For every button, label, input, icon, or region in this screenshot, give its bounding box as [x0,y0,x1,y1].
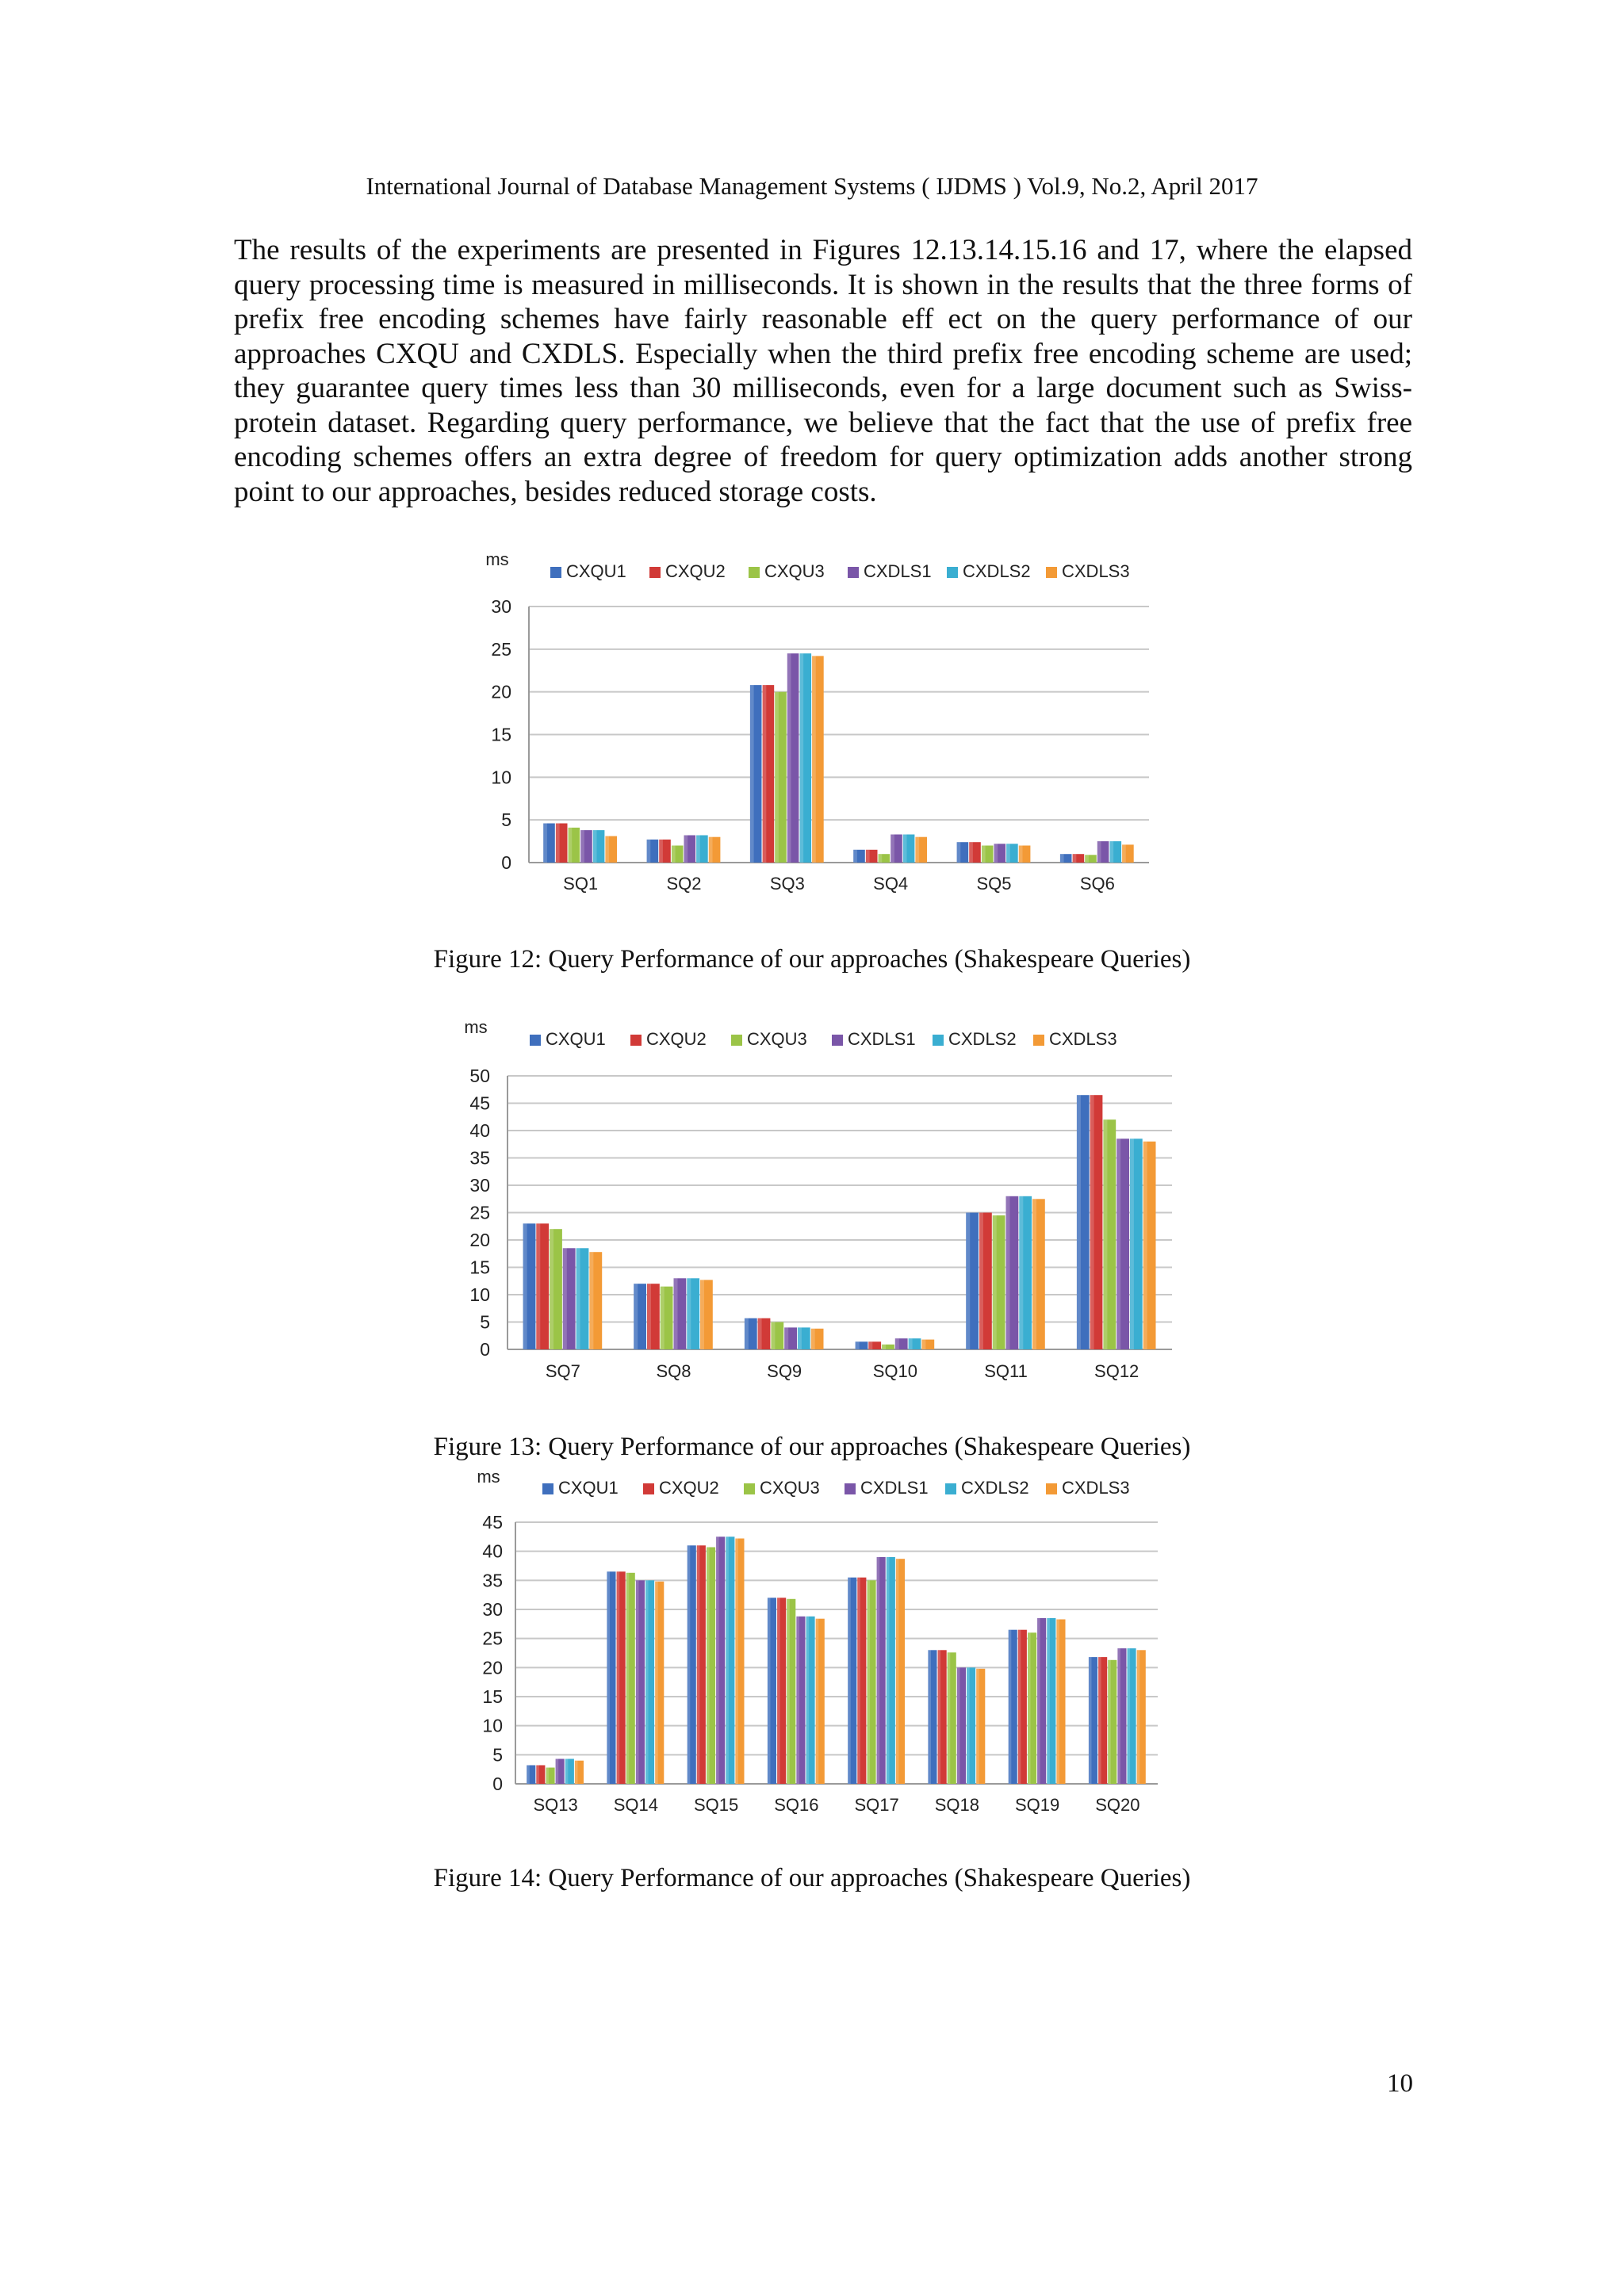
legend-label: CXDLS1 [860,1478,929,1498]
legend-label: CXQU2 [665,561,726,581]
y-tick-label: 30 [482,1599,503,1620]
bar-highlight [1117,1648,1120,1784]
bar-highlight [1085,855,1089,863]
bar-highlight [787,653,791,863]
bar-highlight [745,1318,749,1349]
x-tick-label: SQ17 [854,1795,899,1815]
legend-swatch [933,1035,944,1046]
bar-highlight [879,854,883,863]
bar-highlight [811,1329,815,1349]
bar-highlight [882,1345,886,1349]
bar-highlight [877,1557,880,1784]
bar-highlight [798,1327,802,1349]
bar-highlight [909,1338,913,1349]
figure-14-caption: Figure 14: Query Performance of our approaches (Shakespeare Queries) [433,1864,1191,1892]
bar-highlight [1018,1630,1021,1784]
y-tick-label: 40 [482,1540,503,1562]
legend-swatch [731,1035,742,1046]
y-tick-label: 15 [482,1686,503,1707]
legend-swatch [1046,1483,1057,1494]
x-tick-label: SQ6 [1079,874,1115,894]
bar-highlight [994,844,998,863]
legend-label: CXDLS3 [1062,561,1130,581]
legend-swatch [530,1035,541,1046]
journal-header: International Journal of Database Management Systems ( IJDMS ) Vol.9, No.2, April 2017 [366,172,1258,200]
bar-highlight [800,653,804,863]
x-tick-label: SQ2 [666,874,702,894]
bar-highlight [576,1248,580,1349]
y-tick-label: 0 [492,1774,503,1794]
bar-highlight [957,842,961,863]
x-tick-label: SQ1 [563,874,599,894]
legend-swatch [749,567,760,578]
legend-label: CXQU3 [764,561,825,581]
legend-label: CXDLS3 [1062,1478,1130,1498]
y-tick-label: 20 [482,1657,503,1678]
bar-highlight [645,1580,649,1784]
bar-highlight [527,1766,530,1785]
bar-highlight [806,1617,810,1784]
bar-highlight [697,1545,700,1784]
y-tick-label: 0 [480,1339,490,1360]
x-tick-label: SQ7 [545,1361,580,1381]
x-tick-label: SQ16 [774,1795,819,1815]
legend-swatch [845,1483,856,1494]
y-tick-label: 10 [469,1284,490,1305]
legend-label: CXDLS2 [963,561,1031,581]
bar-highlight [853,850,857,863]
legend-swatch [947,567,958,578]
bar-highlight [607,1571,610,1784]
bar-highlight [1037,1618,1040,1784]
bar-highlight [976,1669,979,1784]
legend-label: CXDLS3 [1049,1029,1117,1049]
bar-highlight [575,1761,578,1784]
legend-label: CXDLS2 [948,1029,1017,1049]
x-tick-label: SQ10 [872,1361,917,1381]
x-tick-label: SQ15 [693,1795,739,1815]
bar-highlight [967,1667,970,1784]
y-tick-label: 45 [482,1512,503,1533]
bar-highlight [768,1598,771,1784]
bar-highlight [775,692,779,863]
legend-swatch [630,1035,642,1046]
bar-highlight [1130,1138,1134,1349]
x-tick-label: SQ18 [934,1795,980,1815]
x-tick-label: SQ9 [767,1361,802,1381]
y-axis-title: ms [485,549,509,569]
bar-highlight [647,840,651,863]
bar-highlight [891,835,894,863]
bar-highlight [1108,1660,1111,1784]
bar-highlight [647,1284,651,1349]
y-tick-label: 0 [501,852,511,873]
bar-highlight [556,824,560,863]
bar-highlight [777,1598,780,1784]
y-tick-label: 45 [469,1093,490,1114]
bar-highlight [928,1650,931,1784]
y-tick-label: 35 [469,1147,490,1169]
bar-highlight [787,1599,790,1784]
bar-highlight [617,1571,620,1784]
bar-highlight [993,1215,997,1349]
bar-highlight [1019,1196,1023,1349]
bar-highlight [626,1573,630,1784]
bar-highlight [726,1536,729,1784]
y-tick-label: 5 [501,809,511,831]
bar-highlight [1098,1657,1101,1784]
bar-highlight [655,1582,658,1784]
y-tick-label: 5 [492,1744,503,1766]
bar-highlight [672,846,676,863]
bar-highlight [1006,1196,1010,1349]
body-paragraph: The results of the experiments are presented in Figures 12.13.14.15.16 and 17, where the elapsed query processing time is measured in milliseconds. It is shown in the results that the three forms of prefix free encoding schemes have fairly reasonable eff ect on the query performance of our approaches CXQU and CXDLS. Especially when the third prefix free encoding scheme are used; they guarantee query times less than 30 milliseconds, even for a large document such as Swiss-protein dataset. Regarding query performance, we believe that the fact that the use of prefix free encoding schemes offers an extra degree of freedom for query optimization adds another strong point to our approaches, besides reduced storage costs. [234,234,1412,508]
legend-swatch [542,1483,553,1494]
bar-highlight [700,1280,704,1349]
bar-highlight [887,1557,890,1784]
bar-highlight [784,1327,788,1349]
bar-highlight [948,1652,951,1784]
legend-label: CXDLS1 [864,561,932,581]
bar-highlight [1089,1657,1092,1784]
y-tick-label: 50 [469,1066,490,1086]
x-tick-label: SQ4 [873,874,909,894]
bar-highlight [1009,1630,1012,1784]
bar-highlight [1019,846,1023,863]
bar-highlight [636,1580,639,1784]
bar-highlight [979,1213,983,1350]
bar-highlight [659,840,663,863]
bar-highlight [758,1318,762,1349]
legend-label: CXQU3 [760,1478,820,1498]
bar-highlight [593,830,597,863]
figure-13-caption: Figure 13: Query Performance of our approaches (Shakespeare Queries) [433,1433,1191,1461]
legend-swatch [643,1483,654,1494]
bar-highlight [938,1650,941,1784]
y-tick-label: 10 [482,1715,503,1736]
bar-highlight [868,1341,872,1349]
bar-highlight [688,1545,691,1784]
bar-highlight [857,1578,860,1784]
y-tick-label: 30 [469,1175,490,1196]
x-tick-label: SQ5 [976,874,1012,894]
bar-highlight [661,1287,665,1349]
bar-highlight [707,1548,710,1785]
bar-highlight [1006,844,1010,863]
legend-swatch [550,567,561,578]
legend-swatch [649,567,661,578]
bar-highlight [856,1341,860,1349]
y-axis-title: ms [477,1467,500,1487]
bar-highlight [1143,1142,1147,1349]
bar-highlight [687,1278,691,1349]
x-tick-label: SQ3 [769,874,805,894]
y-tick-label: 15 [469,1257,490,1278]
bar-highlight [1077,1095,1081,1349]
bar-highlight [982,846,986,863]
bar-highlight [1137,1650,1140,1784]
legend-swatch [832,1035,843,1046]
x-tick-label: SQ14 [613,1795,659,1815]
page-number: 10 [1387,2069,1413,2098]
bar-highlight [674,1278,678,1349]
y-tick-label: 10 [491,767,511,788]
bar-highlight [921,1340,925,1349]
x-tick-label: SQ11 [984,1361,1028,1381]
legend-label: CXQU2 [646,1029,707,1049]
bar-highlight [750,685,754,863]
legend-swatch [848,567,859,578]
legend-label: CXDLS2 [961,1478,1029,1498]
bar-highlight [1103,1119,1107,1349]
legend-label: CXQU3 [747,1029,807,1049]
y-tick-label: 15 [491,724,511,745]
y-tick-label: 20 [469,1230,490,1250]
bar-highlight [903,835,907,863]
legend-label: CXQU1 [546,1029,606,1049]
y-tick-label: 30 [491,596,511,617]
figure-12-caption: Figure 12: Query Performance of our approaches (Shakespeare Queries) [433,945,1191,974]
legend-label: CXQU2 [659,1478,719,1498]
bar-highlight [523,1223,527,1349]
y-tick-label: 20 [491,681,511,702]
bar-highlight [716,1536,719,1784]
bar-highlight [1116,1138,1120,1349]
bar-highlight [536,1223,540,1349]
bar-highlight [580,830,584,863]
x-tick-label: SQ19 [1014,1795,1060,1815]
bar-highlight [868,1580,871,1784]
bar-highlight [848,1578,851,1784]
bar-highlight [556,1759,559,1785]
bar-highlight [696,836,700,863]
bar-highlight [684,836,688,863]
x-tick-label: SQ8 [656,1361,691,1381]
bar-highlight [816,1619,819,1784]
y-tick-label: 40 [469,1120,490,1141]
bar-highlight [915,837,919,863]
bar-highlight [763,685,767,863]
bar-highlight [1110,841,1114,863]
bar-highlight [589,1252,593,1349]
bar-highlight [1032,1199,1036,1349]
legend-swatch [744,1483,755,1494]
y-tick-label: 25 [469,1202,490,1223]
bar-highlight [546,1768,550,1785]
legend-swatch [945,1483,956,1494]
bar-highlight [565,1759,569,1785]
bar-highlight [966,1213,970,1350]
bar-highlight [896,1559,899,1784]
bar-highlight [1047,1618,1050,1784]
bar-highlight [569,828,573,863]
y-axis-title: ms [464,1017,488,1037]
bar-highlight [536,1766,539,1785]
bar-highlight [969,842,973,863]
legend-label: CXDLS1 [848,1029,916,1049]
y-tick-label: 5 [480,1311,490,1333]
bar-highlight [1122,844,1126,863]
bar-highlight [957,1667,960,1784]
bar-highlight [1090,1095,1094,1349]
legend-label: CXQU1 [558,1478,619,1498]
legend-swatch [1046,567,1057,578]
bar-highlight [563,1248,567,1349]
y-tick-label: 25 [482,1628,503,1649]
bar-highlight [1097,841,1101,863]
bar-highlight [1060,854,1064,863]
legend-swatch [1033,1035,1044,1046]
bar-highlight [1073,854,1077,863]
y-tick-label: 25 [491,638,511,660]
bar-highlight [550,1229,553,1349]
bar-highlight [866,850,870,863]
bar-highlight [812,656,816,863]
bar-highlight [1128,1648,1131,1784]
bar-highlight [796,1617,799,1784]
bar-highlight [1056,1620,1059,1785]
y-tick-label: 35 [482,1570,503,1591]
legend-label: CXQU1 [566,561,626,581]
bar-highlight [634,1284,638,1349]
x-tick-label: SQ20 [1095,1795,1140,1815]
bar-highlight [1028,1632,1031,1784]
bar-highlight [895,1338,899,1349]
bar-highlight [543,824,547,863]
x-tick-label: SQ13 [533,1795,578,1815]
x-tick-label: SQ12 [1094,1361,1139,1381]
bar-highlight [771,1322,775,1350]
bar-highlight [735,1539,738,1785]
bar-highlight [709,837,713,863]
bar-highlight [605,836,609,863]
